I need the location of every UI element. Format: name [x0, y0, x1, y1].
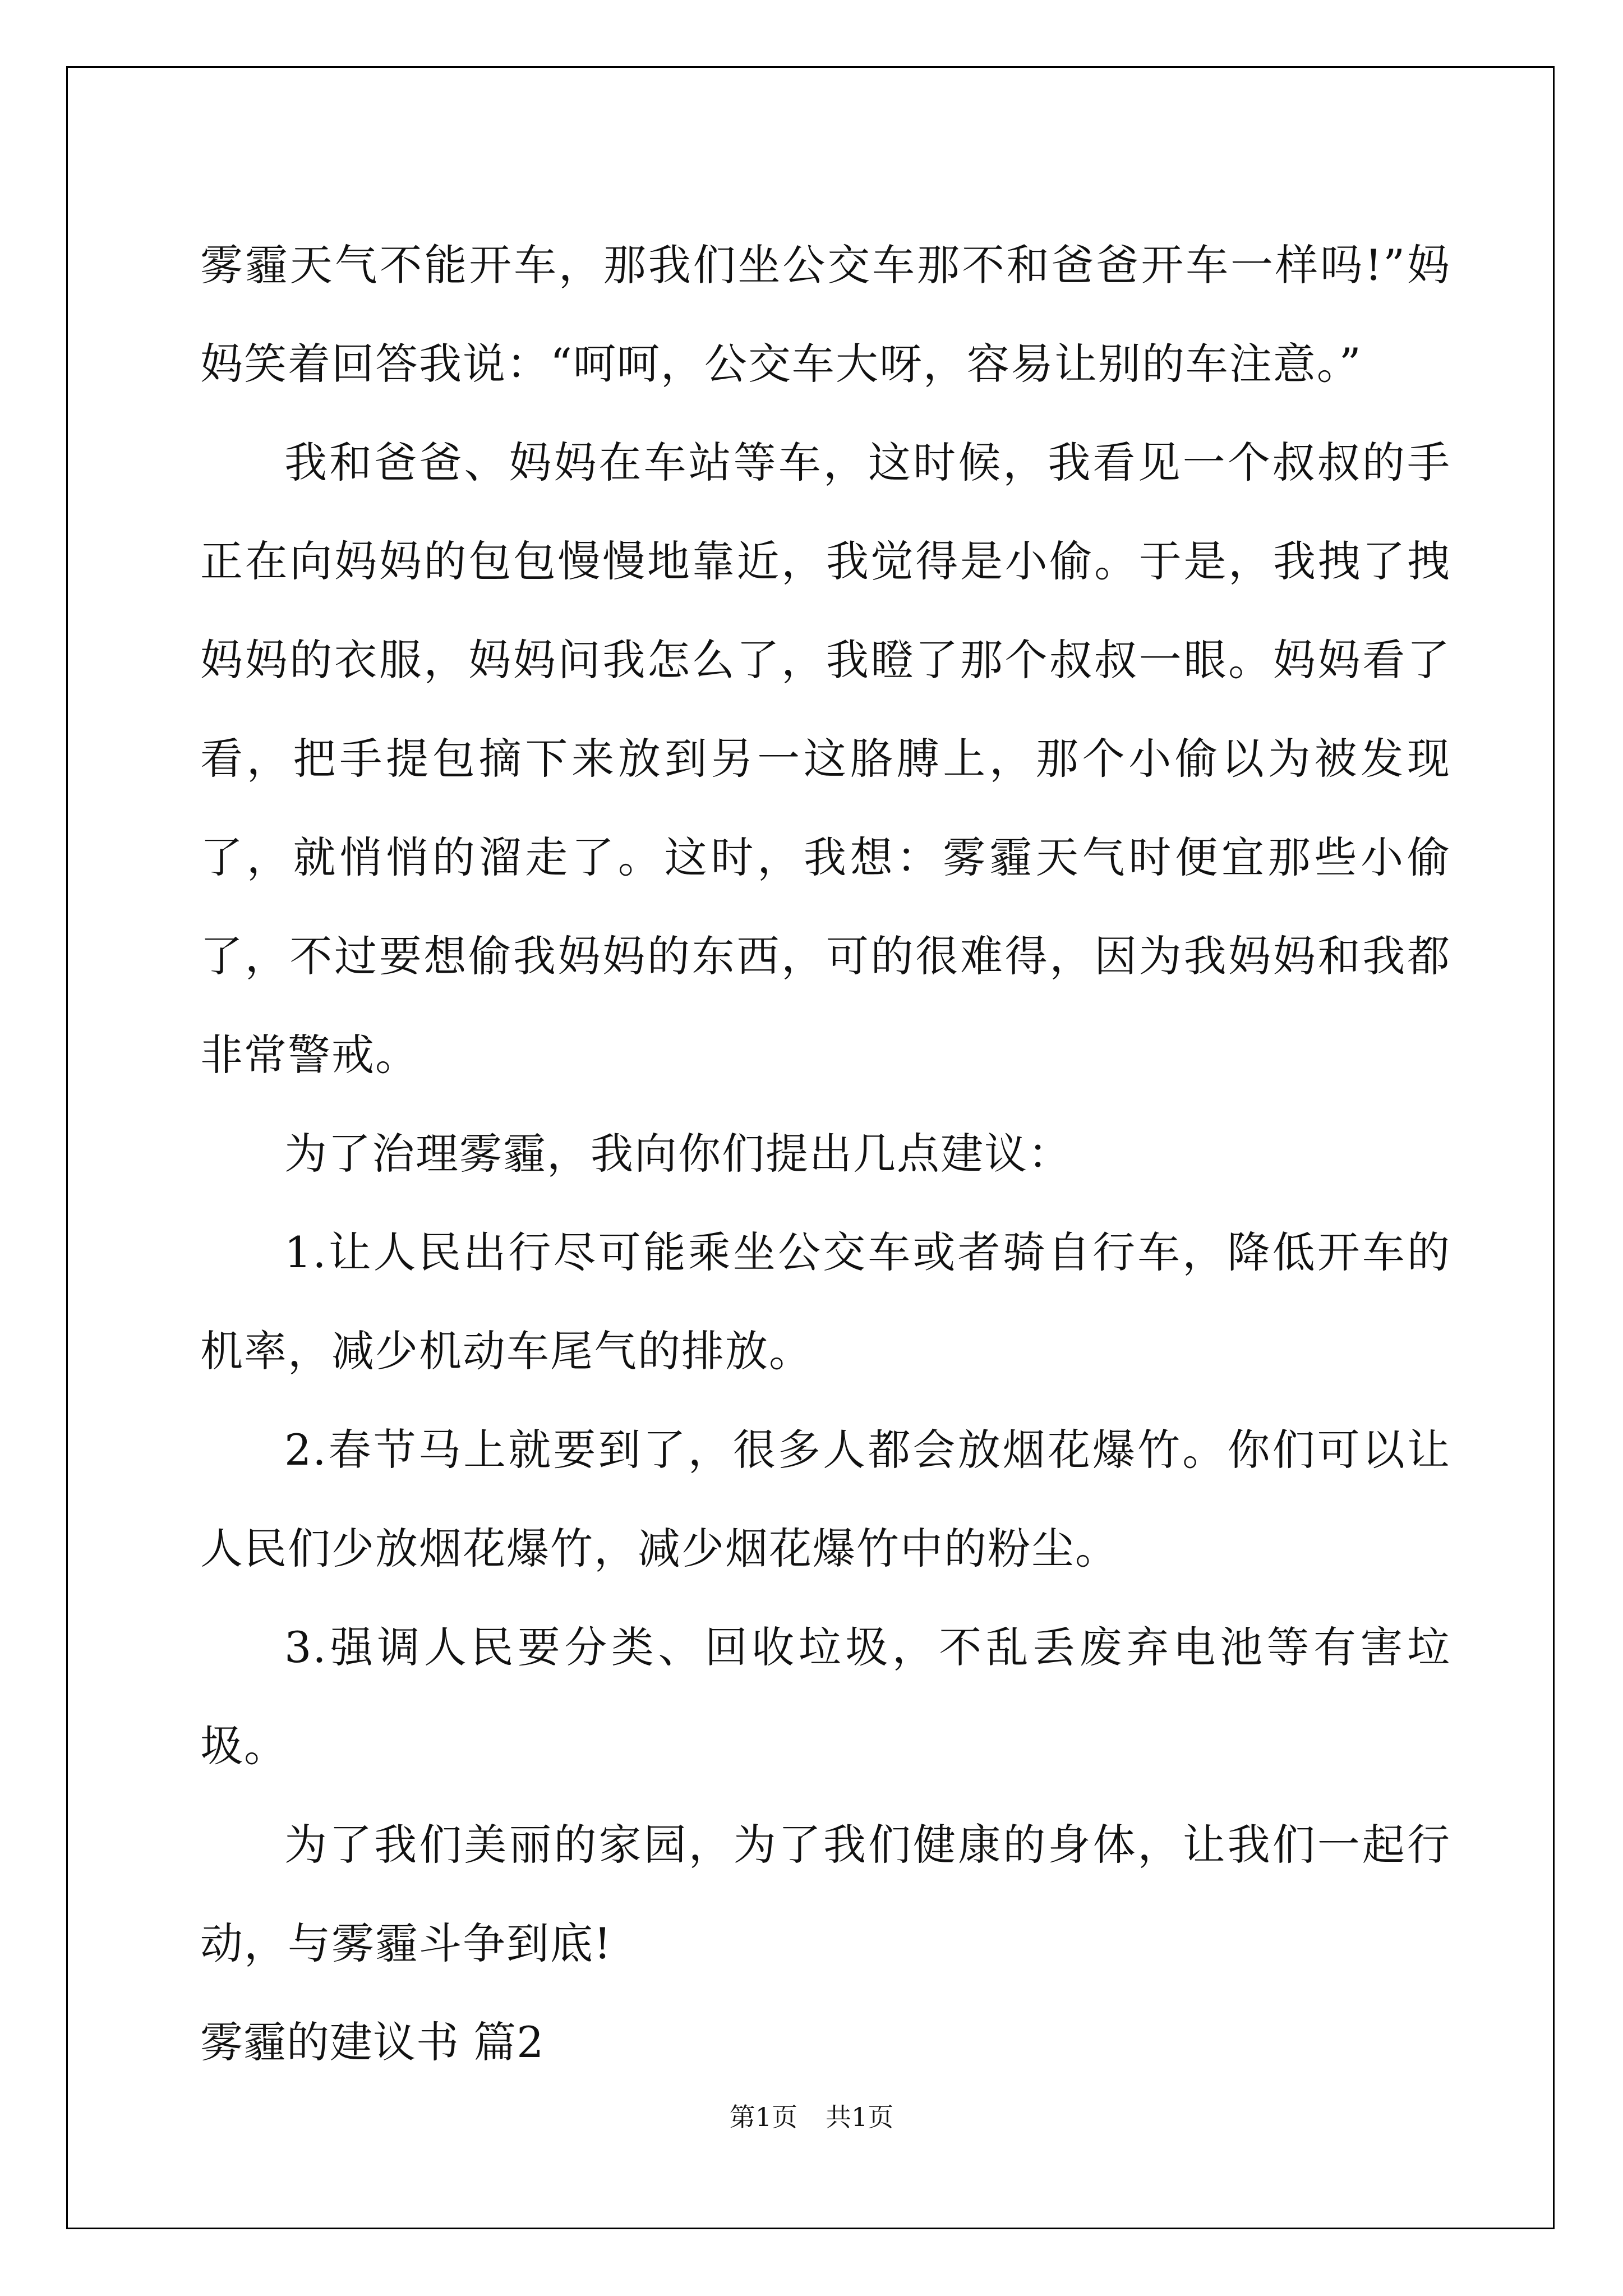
paragraph-1: 雾霾天气不能开车，那我们坐公交车那不和爸爸开车一样吗!”妈妈笑着回答我说：“呵呵，公交车大呀，容易让别的车注意。” — [200, 240, 1451, 389]
paragraph-7: 为了我们美丽的家园，为了我们健康的身体，让我们一起行动，与雾霾斗争到底! — [200, 1820, 1451, 1968]
paragraph-2: 我和爸爸、妈妈在车站等车，这时候，我看见一个叔叔的手正在向妈妈的包包慢慢地靠近，我觉得是小偷。于是，我拽了拽妈妈的衣服，妈妈问我怎么了，我瞪了那个叔叔一眼。妈妈看了看，把手提包摘下来放到另一这胳膊上，那个小偷以为被发现了，就悄悄的溜走了。这时，我想：雾霾天气时便宜那些小偷了，不过要想偷我妈妈的东西，可的很难得，因为我妈妈和我都非常警戒。 — [200, 438, 1451, 1080]
page-total: 共1页 — [826, 2102, 894, 2132]
document-body — [200, 216, 1451, 2092]
paragraph-5: 2.春节马上就要到了，很多人都会放烟花爆竹。你们可以让人民们少放烟花爆竹，减少烟花爆竹中的粉尘。 — [200, 1425, 1451, 1573]
paragraph-6: 3.强调人民要分类、回收垃圾，不乱丢废弃电池等有害垃圾。 — [200, 1622, 1451, 1771]
page-number: 第1页 — [729, 2102, 797, 2132]
paragraph-3: 为了治理雾霾，我向你们提出几点建议： — [284, 1129, 1072, 1179]
paragraph-4: 1.让人民出行尽可能乘坐公交车或者骑自行车，降低开车的机率，减少机动车尾气的排放。 — [200, 1227, 1451, 1376]
page-footer — [0, 2097, 1623, 2134]
section-heading: 雾霾的建议书 篇2 — [200, 2017, 545, 2067]
